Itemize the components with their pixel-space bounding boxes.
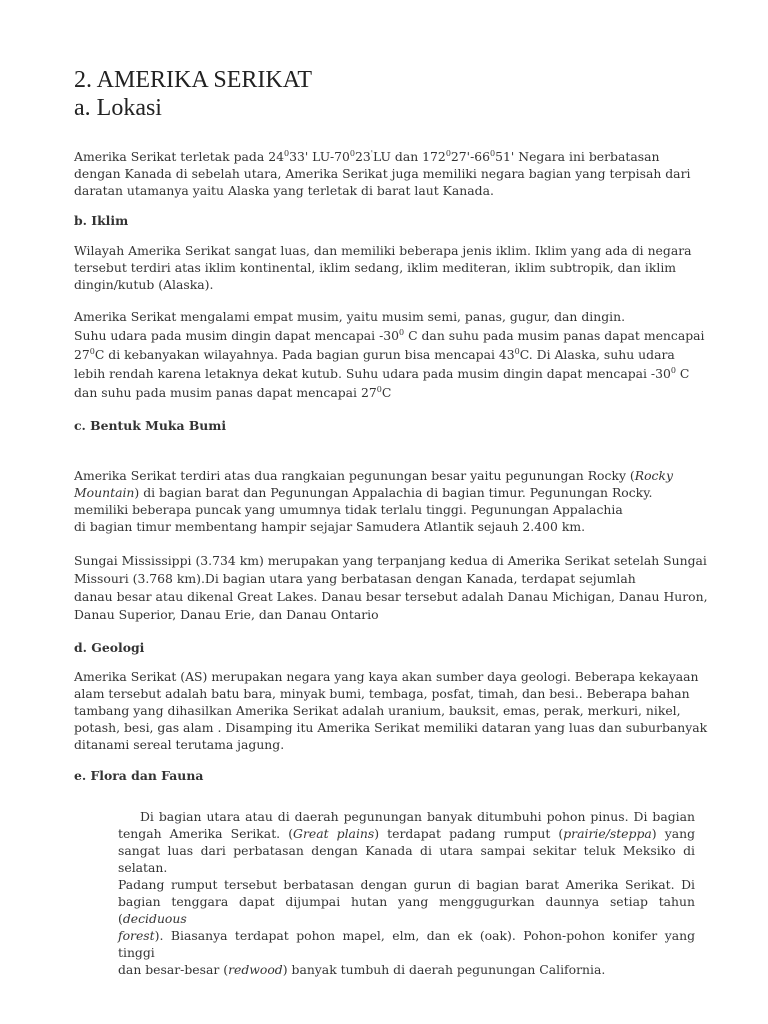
text-line: Sungai Mississippi (3.734 km) merupakan yang terpanjang kedua di Amerika Serikat setelah Sungai bbox=[74, 553, 707, 568]
text-line: Di bagian utara atau di daerah pegunungan banyak ditumbuhi pohon pinus. Di bagian bbox=[140, 809, 695, 824]
text-line: Amerika Serikat terletak pada $24^033'$ $LU-70^023'LU$ dan $172^027'-66^051'$ Negara ini berbatasan bbox=[74, 149, 660, 164]
text-line: danau besar atau dikenal Great Lakes. Danau besar tersebut adalah Danau Michigan, Danau Huron, bbox=[74, 589, 708, 604]
text-line: sangat luas dari perbatasan dengan Kanada di utara sampai sekitar teluk Meksiko di selatan. bbox=[118, 843, 695, 875]
chapter-title: 2. AMERIKA SERIKAT bbox=[74, 67, 313, 93]
text-line: forest). Biasanya terdapat pohon mapel, elm, dan ek (oak). Pohon-pohon konifer yang tinggi bbox=[118, 928, 695, 960]
heading-iklim: b. Iklim bbox=[74, 213, 129, 228]
section-title-lokasi: a. Lokasi bbox=[74, 95, 162, 121]
text-line: tersebut terdiri atas iklim kontinental, iklim sedang, iklim mediteran, iklim subtropik, dan iklim bbox=[74, 260, 677, 275]
paragraph-flora-fauna bbox=[118, 808, 695, 978]
text-line: bagian tenggara dapat dijumpai hutan yang menggugurkan daunnya setiap tahun (deciduous bbox=[118, 894, 695, 926]
text-line: Danau Superior, Danau Erie, dan Danau Ontario bbox=[74, 607, 379, 622]
text-line: lebih rendah karena letaknya dekat kutub. Suhu udara pada musim dingin dapat mencapai $-30^0$ C bbox=[74, 366, 690, 381]
text-line: daratan utamanya yaitu Alaska yang terletak di barat laut Kanada. bbox=[74, 183, 494, 198]
paragraph-geologi bbox=[74, 668, 708, 753]
text-line: Wilayah Amerika Serikat sangat luas, dan memiliki beberapa jenis iklim. Iklim yang ada di negara bbox=[74, 243, 692, 258]
text-line: Suhu udara pada musim dingin dapat mencapai $-30^0$ C dan suhu pada musim panas dapat mencapai bbox=[74, 328, 705, 343]
heading-geologi: d. Geologi bbox=[74, 640, 145, 655]
text-line: Amerika Serikat mengalami empat musim, yaitu musim semi, panas, gugur, dan dingin. bbox=[74, 309, 626, 324]
heading-flora-fauna: e. Flora dan Fauna bbox=[74, 768, 204, 783]
text-line: potash, besi, gas alam . Disamping itu Amerika Serikat memiliki dataran yang luas dan suburbanyak bbox=[74, 720, 708, 735]
text-line: dan suhu pada musim panas dapat mencapai $27^0C$ bbox=[74, 385, 392, 400]
text-line: memiliki beberapa puncak yang umumnya tidak terlalu tinggi. Pegunungan Appalachia bbox=[74, 502, 623, 517]
paragraph-iklim-1 bbox=[74, 242, 698, 293]
paragraph-iklim-2 bbox=[74, 307, 705, 402]
text-line: dingin/kutub (Alaska). bbox=[74, 277, 214, 292]
text-line: Amerika Serikat (AS) merupakan negara yang kaya akan sumber daya geologi. Beberapa kekayaan bbox=[74, 669, 699, 684]
text-line: $27^0C$ di kebanyakan wilayahnya. Pada bagian gurun bisa mencapai $43^0C$. Di Alaska, suhu udara bbox=[74, 347, 675, 362]
text-line: ditanami sereal terutama jagung. bbox=[74, 737, 285, 752]
heading-bentuk-muka-bumi: c. Bentuk Muka Bumi bbox=[74, 418, 227, 433]
paragraph-lokasi bbox=[74, 148, 698, 199]
text-line: Missouri (3.768 km).Di bagian utara yang berbatasan dengan Kanada, terdapat sejumlah bbox=[74, 571, 636, 586]
text-line: Amerika Serikat terdiri atas dua rangkaian pegunungan besar yaitu pegunungan Rocky (Rocky bbox=[74, 468, 673, 483]
text-line: tengah Amerika Serikat. (Great plains) terdapat padang rumput (prairie/steppa) yang bbox=[118, 826, 696, 841]
paragraph-bentuk-1 bbox=[74, 467, 698, 535]
text-line: Mountain) di bagian barat dan Pegunungan Appalachia di bagian timur. Pegunungan Rocky. bbox=[74, 485, 653, 500]
text-line: alam tersebut adalah batu bara, minyak bumi, tembaga, posfat, timah, dan besi.. Beberapa bahan bbox=[74, 686, 690, 701]
text-line: dengan Kanada di sebelah utara, Amerika Serikat juga memiliki negara bagian yang terpisah dari bbox=[74, 166, 691, 181]
text-line: di bagian timur membentang hampir sejajar Samudera Atlantik sejauh 2.400 km. bbox=[74, 519, 586, 534]
text-line: Padang rumput tersebut berbatasan dengan gurun di bagian barat Amerika Serikat. Di bbox=[118, 877, 695, 892]
text-line: dan besar-besar (redwood) banyak tumbuh di daerah pegunungan California. bbox=[118, 962, 606, 977]
text-line: tambang yang dihasilkan Amerika Serikat adalah uranium, bauksit, emas, perak, merkuri, nikel, bbox=[74, 703, 681, 718]
document-title bbox=[74, 66, 312, 122]
paragraph-bentuk-2 bbox=[74, 552, 708, 624]
